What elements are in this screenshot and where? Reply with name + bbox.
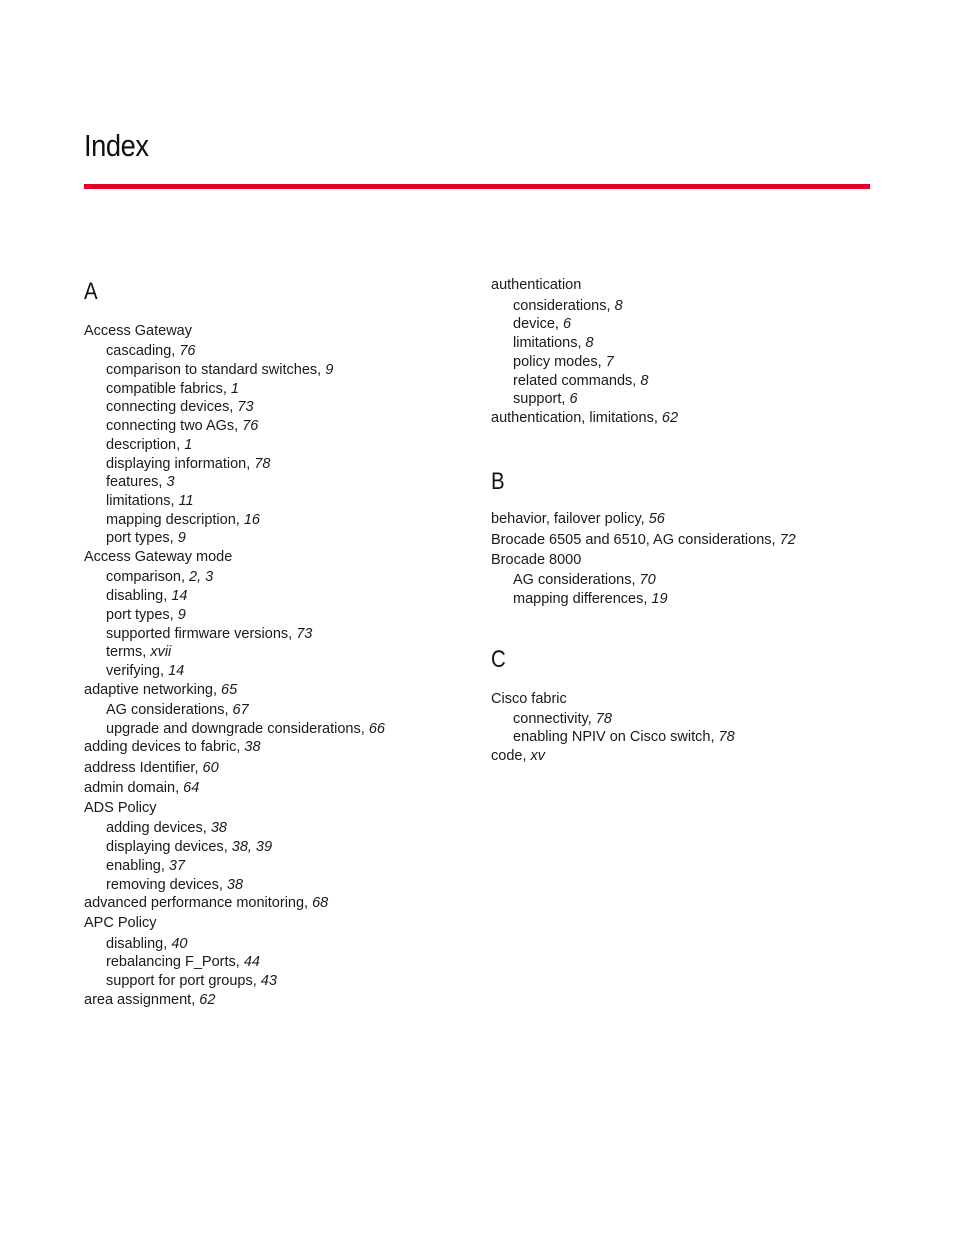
index-page-ref[interactable]: 67 — [232, 702, 249, 718]
index-subentry — [106, 455, 270, 473]
index-separator: , — [175, 780, 184, 796]
index-entry — [84, 799, 157, 817]
index-term: verifying — [106, 663, 160, 679]
index-term: enabling NPIV on Cisco switch — [513, 729, 711, 745]
index-page-ref[interactable]: 66 — [368, 721, 385, 737]
index-page-ref[interactable]: 40 — [171, 936, 188, 952]
title-rule — [84, 184, 870, 189]
index-subentry — [106, 417, 258, 435]
index-entry — [84, 681, 237, 699]
index-separator: , — [224, 702, 233, 718]
index-term: Cisco fabric — [491, 691, 567, 707]
index-term: disabling — [106, 588, 164, 604]
index-separator: , — [191, 992, 200, 1008]
index-subentry — [106, 720, 385, 738]
index-subentry — [106, 568, 213, 586]
index-separator: , — [246, 456, 255, 472]
index-page-ref[interactable]: 38 — [226, 877, 244, 893]
index-separator: , — [317, 362, 326, 378]
index-term: code — [491, 748, 523, 764]
index-term: support for port groups — [106, 973, 253, 989]
index-term: related commands — [513, 373, 633, 389]
index-page-ref[interactable]: 64 — [183, 780, 200, 796]
index-term: Brocade 8000 — [491, 552, 582, 568]
index-page-ref[interactable]: 6 — [569, 391, 578, 407]
index-term: Access Gateway mode — [84, 549, 233, 565]
index-page-ref[interactable]: 11 — [178, 493, 194, 509]
index-term: displaying devices — [106, 839, 224, 855]
index-separator: , — [223, 839, 232, 855]
index-entry — [491, 510, 665, 528]
section-letter-c: C — [491, 646, 506, 673]
index-separator: , — [252, 973, 261, 989]
index-subentry — [106, 625, 312, 643]
index-entry — [84, 894, 328, 912]
index-page-ref[interactable]: 60 — [202, 760, 219, 776]
index-subentry — [106, 361, 333, 379]
index-term: mapping differences — [513, 591, 644, 607]
index-separator: , — [163, 936, 172, 952]
index-term: device — [513, 316, 555, 332]
index-page-ref[interactable]: xvii — [150, 644, 172, 660]
index-entry — [84, 759, 219, 777]
index-separator: , — [169, 607, 178, 623]
index-term: supported firmware versions — [106, 626, 289, 642]
index-subentry — [513, 297, 623, 315]
index-page-ref[interactable]: 8 — [640, 373, 649, 389]
index-term: area assignment — [84, 992, 192, 1008]
index-subentry — [106, 380, 239, 398]
index-subentry — [106, 529, 186, 547]
index-subentry — [106, 838, 272, 856]
section-letter-b: B — [491, 468, 505, 495]
index-entry — [84, 322, 192, 340]
index-term: APC Policy — [84, 915, 157, 931]
index-term: AG considerations — [106, 702, 225, 718]
index-page-ref[interactable]: 78 — [254, 456, 271, 472]
index-page-ref[interactable]: 76 — [179, 343, 196, 359]
index-term: displaying information — [106, 456, 247, 472]
index-term: disabling — [106, 936, 164, 952]
index-page-ref[interactable]: 78 — [595, 711, 612, 727]
index-separator: , — [160, 663, 169, 679]
index-separator: , — [236, 739, 245, 755]
index-subentry — [106, 953, 260, 971]
index-subentry — [106, 972, 277, 990]
index-separator: , — [142, 644, 151, 660]
index-separator: , — [632, 373, 641, 389]
index-separator: , — [176, 437, 185, 453]
index-term: port types — [106, 530, 170, 546]
index-separator: , — [643, 591, 652, 607]
index-term: AG considerations — [513, 572, 632, 588]
index-separator: , — [169, 530, 178, 546]
index-page-ref[interactable]: 38 — [210, 820, 227, 836]
index-separator: , — [229, 399, 238, 415]
index-page-ref[interactable]: 14 — [171, 588, 188, 604]
index-separator: , — [554, 316, 563, 332]
index-page-ref[interactable]: 70 — [639, 572, 656, 588]
index-page-ref[interactable]: 73 — [237, 399, 254, 415]
index-separator: , — [202, 820, 211, 836]
index-entry — [491, 747, 545, 765]
index-page-ref[interactable]: 38 — [244, 739, 261, 755]
index-separator: , — [640, 511, 649, 527]
index-separator: , — [194, 760, 203, 776]
index-page-ref[interactable]: 72 — [779, 532, 796, 548]
index-page-ref[interactable]: 16 — [243, 512, 260, 528]
index-term: comparison to standard switches — [106, 362, 318, 378]
index-entry — [84, 991, 215, 1009]
index-term: cascading — [106, 343, 172, 359]
index-term: authentication — [491, 277, 582, 293]
index-term: Brocade 6505 and 6510, AG considerations — [491, 532, 772, 548]
index-subentry — [106, 587, 187, 605]
index-subentry — [106, 935, 187, 953]
index-separator: , — [212, 682, 222, 698]
index-term: connectivity — [513, 711, 588, 727]
index-subentry — [513, 590, 668, 608]
index-entry — [491, 551, 581, 569]
index-separator: , — [597, 354, 606, 370]
index-page-ref[interactable]: 1 — [184, 437, 193, 453]
index-term: upgrade and downgrade considerations — [106, 721, 361, 737]
index-page-ref[interactable]: 2, 3 — [189, 569, 214, 585]
index-entry — [491, 409, 678, 427]
index-subentry — [106, 876, 243, 894]
index-page-ref[interactable]: xv — [530, 748, 546, 764]
index-subentry — [106, 643, 171, 661]
page-title: Index — [84, 128, 149, 163]
index-term: adaptive networking — [84, 682, 213, 698]
index-entry — [491, 531, 796, 549]
index-entry — [491, 690, 567, 708]
index-page-ref[interactable]: 19 — [651, 591, 668, 607]
index-separator: , — [577, 335, 586, 351]
index-entry — [491, 276, 581, 294]
index-subentry — [106, 492, 194, 510]
index-page-ref[interactable]: 73 — [296, 626, 313, 642]
index-separator: , — [587, 711, 596, 727]
index-term: description — [106, 437, 177, 453]
index-term: address Identifier — [84, 760, 195, 776]
index-term: considerations — [513, 298, 607, 314]
index-separator: , — [170, 493, 179, 509]
index-entry — [84, 914, 157, 932]
index-separator: , — [235, 512, 244, 528]
index-term: connecting two AGs — [106, 418, 235, 434]
index-entry — [84, 548, 232, 566]
index-subentry — [106, 473, 175, 491]
index-separator: , — [171, 343, 180, 359]
index-term: limitations — [106, 493, 171, 509]
index-subentry — [106, 398, 254, 416]
index-subentry — [513, 571, 656, 589]
index-page-ref[interactable]: 43 — [260, 973, 277, 989]
index-term: Access Gateway — [84, 323, 192, 339]
index-page-ref[interactable]: 14 — [168, 663, 185, 679]
index-separator: , — [360, 721, 369, 737]
index-term: adding devices to fabric — [84, 739, 237, 755]
index-page-ref[interactable]: 62 — [199, 992, 216, 1008]
index-separator: , — [158, 474, 167, 490]
index-term: connecting devices — [106, 399, 230, 415]
section-letter-a: A — [84, 278, 98, 305]
index-term: behavior, failover policy — [491, 511, 641, 527]
index-page-ref[interactable]: 56 — [648, 511, 665, 527]
index-separator: , — [771, 532, 780, 548]
index-page-ref[interactable]: 9 — [177, 530, 186, 546]
index-term: authentication, limitations — [491, 410, 654, 426]
index-subentry — [513, 710, 612, 728]
index-term: comparison — [106, 569, 181, 585]
index-subentry — [106, 701, 249, 719]
index-page-ref[interactable]: 37 — [168, 858, 186, 874]
index-subentry — [513, 353, 614, 371]
index-entry — [84, 779, 199, 797]
index-subentry — [513, 315, 571, 333]
index-subentry — [513, 372, 648, 390]
index-term: admin domain — [84, 780, 176, 796]
index-page-ref[interactable]: 1 — [230, 381, 239, 397]
index-term: terms — [106, 644, 143, 660]
index-subentry — [513, 334, 594, 352]
index-separator: , — [631, 572, 640, 588]
index-term: adding devices — [106, 820, 203, 836]
index-page-ref[interactable]: 6 — [562, 316, 572, 332]
index-page-ref[interactable]: 8 — [585, 335, 594, 351]
index-term: enabling — [106, 858, 161, 874]
index-subentry — [513, 390, 578, 408]
index-page-ref[interactable]: 9 — [325, 362, 334, 378]
index-separator: , — [218, 877, 227, 893]
index-term: port types — [106, 607, 170, 623]
index-page-ref[interactable]: 65 — [221, 682, 238, 698]
index-term: advanced performance monitoring — [84, 895, 305, 911]
index-separator: , — [522, 748, 531, 764]
index-page-ref[interactable]: 78 — [718, 729, 735, 745]
index-page-ref[interactable]: 76 — [242, 418, 259, 434]
index-separator: , — [180, 569, 190, 585]
index-term: support — [513, 391, 562, 407]
index-page-ref[interactable]: 7 — [605, 354, 614, 370]
index-term: removing devices — [106, 877, 219, 893]
index-page-ref[interactable]: 68 — [312, 895, 329, 911]
index-subentry — [106, 436, 192, 454]
index-page-ref[interactable]: 62 — [661, 410, 679, 426]
index-page-ref[interactable]: 9 — [177, 607, 186, 623]
index-page-ref[interactable]: 44 — [243, 954, 260, 970]
index-separator: , — [653, 410, 662, 426]
index-entry — [84, 738, 261, 756]
index-page-ref[interactable]: 3 — [166, 474, 175, 490]
index-term: compatible fabrics — [106, 381, 223, 397]
index-subentry — [106, 511, 260, 529]
index-separator: , — [288, 626, 297, 642]
index-separator: , — [304, 895, 313, 911]
index-subentry — [106, 819, 227, 837]
index-term: policy modes — [513, 354, 598, 370]
index-separator: , — [561, 391, 570, 407]
index-separator: , — [160, 858, 169, 874]
index-term: ADS Policy — [84, 800, 157, 816]
index-separator: , — [222, 381, 231, 397]
index-term: mapping description — [106, 512, 236, 528]
index-subentry — [106, 857, 185, 875]
index-term: limitations — [513, 335, 578, 351]
index-subentry — [106, 662, 184, 680]
index-subentry — [106, 342, 196, 360]
index-term: features — [106, 474, 159, 490]
index-page-ref[interactable]: 38, 39 — [231, 839, 273, 855]
index-separator: , — [235, 954, 244, 970]
index-subentry — [513, 728, 735, 746]
index-separator: , — [234, 418, 243, 434]
index-term: rebalancing F_Ports — [106, 954, 236, 970]
index-separator: , — [710, 729, 719, 745]
index-separator: , — [163, 588, 172, 604]
index-subentry — [106, 606, 186, 624]
index-separator: , — [606, 298, 615, 314]
index-page-ref[interactable]: 8 — [614, 298, 623, 314]
